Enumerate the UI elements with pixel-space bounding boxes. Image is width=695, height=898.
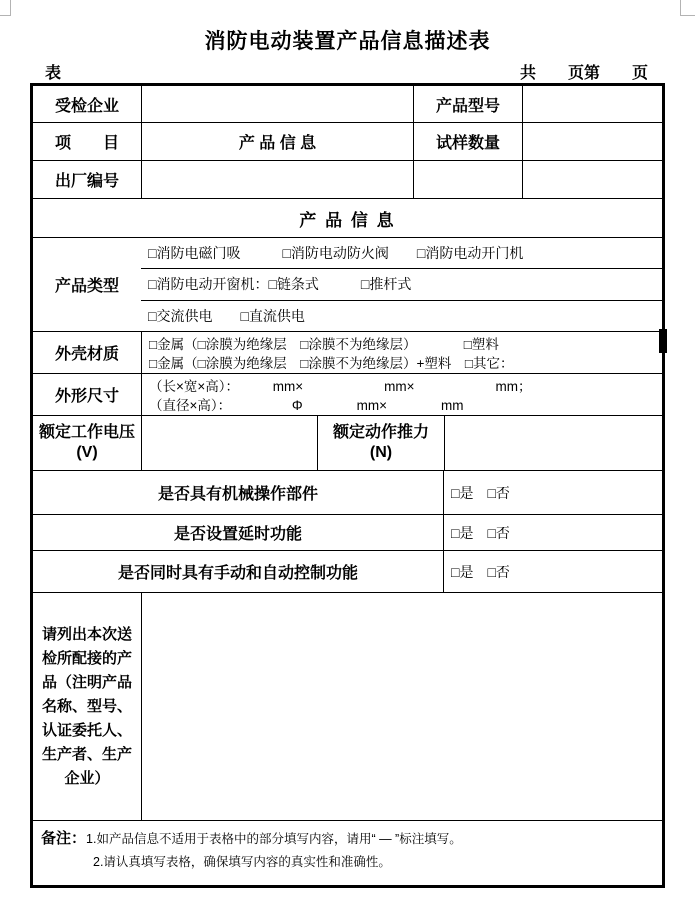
remarks-line2: 2.请认真填写表格，确保填写内容的真实性和准确性。	[93, 855, 391, 869]
page-corner-mark-left	[0, 0, 11, 16]
row-factory-number	[33, 160, 662, 198]
attached-products-label: 请列出本次送检所配接的产品（注明产品名称、型号、认证委托人、生产者、生产企业）	[41, 625, 132, 787]
section-header-product-info: 产 品 信 息	[299, 210, 396, 230]
question-manual-auto-control: 是否同时具有手动和自动控制功能	[117, 565, 358, 582]
page-title: 消防电动装置产品信息描述表	[204, 30, 491, 53]
page-corner-mark-right	[680, 0, 695, 16]
product-model-label: 产品型号	[413, 86, 522, 122]
product-type-label: 产品类型	[54, 278, 119, 295]
rated-force-label: 额定动作推力 (N)	[317, 416, 444, 470]
inspected-company-input-cell[interactable]	[141, 86, 413, 122]
row-attached-products	[33, 592, 662, 820]
dimensions-line2[interactable]: （直径×高）： Φ mm× mm	[149, 398, 464, 413]
shell-material-options[interactable]	[141, 332, 662, 373]
dimensions-fill-area[interactable]	[141, 374, 662, 415]
product-type-options-line2[interactable]: □消防电动开窗机：□链条式 □推杆式	[141, 268, 662, 299]
dimensions-label: 外形尺寸	[54, 388, 119, 405]
shell-material-line2[interactable]: □金属（□涂膜为绝缘层 □涂膜不为绝缘层）+塑料 □其它：	[149, 356, 514, 371]
row-inspected-company	[33, 86, 662, 122]
dimensions-line1[interactable]: （长×宽×高）： mm× mm× mm；	[149, 379, 532, 394]
form-code-label: 表	[45, 65, 62, 82]
product-info-form-table	[30, 83, 665, 888]
rated-force-input-cell[interactable]	[444, 416, 662, 470]
row-question-mechanical-parts	[33, 470, 662, 514]
question-delay-function: 是否设置延时功能	[173, 526, 302, 543]
product-info-column-header: 产 品 信 息	[141, 123, 413, 160]
remarks-label: 备注：	[41, 830, 87, 847]
row-question-manual-auto-control	[33, 550, 662, 592]
row-remarks	[33, 820, 662, 885]
row-item-header	[33, 122, 662, 160]
row-question-delay-function	[33, 514, 662, 550]
rated-voltage-label: 额定工作电压 (V)	[38, 424, 135, 461]
attached-products-input-cell[interactable]	[141, 593, 662, 820]
power-supply-options-line[interactable]: □交流供电 □直流供电	[141, 300, 662, 331]
remarks-line1: 1.如产品信息不适用于表格中的部分填写内容，请用“ — ”标注填写。	[86, 832, 462, 846]
shell-material-label: 外壳材质	[54, 346, 119, 363]
row-product-type	[33, 237, 662, 331]
factory-number-label: 出厂编号	[54, 173, 119, 190]
factory-number-input-cell-2[interactable]	[413, 161, 522, 198]
product-type-options-line1[interactable]: □消防电磁门吸 □消防电动防火阀 □消防电动开门机	[148, 245, 524, 262]
row-dimensions	[33, 373, 662, 415]
sample-quantity-label: 试样数量	[413, 123, 522, 160]
shell-material-line1[interactable]: □金属（□涂膜为绝缘层 □涂膜不为绝缘层） □塑料	[149, 337, 499, 352]
manual-auto-yesno-options[interactable]: □是 □否	[443, 551, 662, 592]
row-rated-values	[33, 415, 662, 470]
factory-number-input-cell[interactable]	[141, 161, 413, 198]
subheader	[45, 60, 648, 83]
question-mechanical-parts: 是否具有机械操作部件	[157, 486, 318, 503]
table-border-artifact	[659, 329, 667, 353]
remarks-cell	[33, 821, 662, 885]
item-label: 项 目	[54, 135, 119, 152]
sample-quantity-input-cell[interactable]	[522, 123, 662, 160]
row-section-header	[33, 198, 662, 237]
delay-function-yesno-options[interactable]: □是 □否	[443, 515, 662, 550]
row-shell-material	[33, 331, 662, 373]
factory-number-input-cell-3[interactable]	[522, 161, 662, 198]
page-number-text: 共 页第 页	[519, 65, 648, 82]
mechanical-parts-yesno-options[interactable]: □是 □否	[443, 471, 662, 514]
inspected-company-label: 受检企业	[54, 97, 119, 115]
product-model-input-cell[interactable]	[522, 86, 662, 122]
rated-voltage-input-cell[interactable]	[141, 416, 317, 470]
